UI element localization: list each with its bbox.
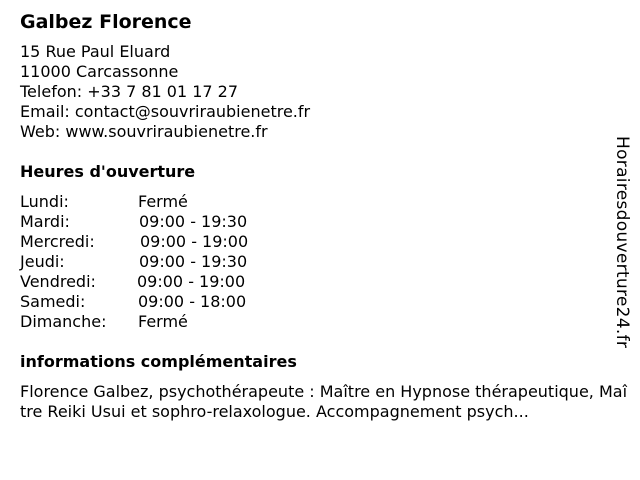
web-line: Web: www.souvriraubienetre.fr <box>20 122 268 141</box>
time-value: 09:00 - 19:00 <box>137 272 246 291</box>
time-value: 09:00 - 18:00 <box>138 292 247 311</box>
hours-row-sunday <box>20 312 610 332</box>
time-value: Fermé <box>138 312 188 331</box>
time-value: 09:00 - 19:00 <box>140 232 249 251</box>
hours-row-saturday <box>20 292 610 312</box>
info-title: informations complémentaires <box>20 352 297 371</box>
day-label: Jeudi: <box>20 252 65 271</box>
hours-table <box>20 192 610 332</box>
time-value: Fermé <box>138 192 188 211</box>
day-label: Dimanche: <box>20 312 107 331</box>
day-label: Mardi: <box>20 212 70 231</box>
day-label: Samedi: <box>20 292 86 311</box>
day-label: Mercredi: <box>20 232 95 251</box>
time-value: 09:00 - 19:30 <box>139 212 248 231</box>
business-name: Galbez Florence <box>20 11 192 33</box>
hours-row-tuesday <box>20 212 610 232</box>
address-street: 15 Rue Paul Eluard <box>20 42 171 61</box>
time-value: 09:00 - 19:30 <box>139 252 248 271</box>
hours-row-friday <box>20 272 610 292</box>
site-brand-vertical: Horairesdouverture24.fr <box>612 136 632 349</box>
hours-row-monday <box>20 192 610 212</box>
address-city: 11000 Carcassonne <box>20 62 179 81</box>
hours-title: Heures d'ouverture <box>20 162 196 181</box>
hours-row-wednesday <box>20 232 610 252</box>
day-label: Lundi: <box>20 192 69 211</box>
phone-line: Telefon: +33 7 81 01 17 27 <box>20 82 239 101</box>
hours-row-thursday <box>20 252 610 272</box>
email-line: Email: contact@souvriraubienetre.fr <box>20 102 311 121</box>
info-description: Florence Galbez, psychothérapeute : Maître en Hypnose thérapeutique, Maître Reiki Usui et sophro-relaxologue. Accompagnement psych... <box>20 382 628 421</box>
day-label: Vendredi: <box>20 272 96 291</box>
